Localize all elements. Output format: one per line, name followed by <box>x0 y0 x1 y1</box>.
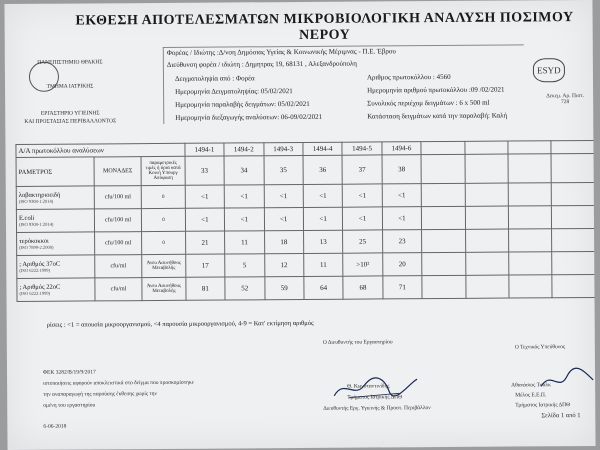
param-name: τερόκοκκοι (ISO 7899-2:2000) <box>17 232 95 256</box>
header-protocol-date: Ημερομηνία αριθμού πρωτοκόλλου :09 /02/2021 <box>367 85 505 95</box>
footer-date: 6-06-2018 <box>43 423 67 430</box>
cell-value: 68 <box>343 276 383 299</box>
director-label: Ο Διευθυντής του Εργαστηρίου <box>322 339 393 346</box>
org-lab: ΕΡΓΑΣΤΗΡΙΟ ΥΓΙΕΙΝΗΣ <box>40 110 100 117</box>
header-condition: Κατάσταση δειγμάτων κατά την παραλαβή: Καλή <box>367 111 508 121</box>
cell-value: <1 <box>185 208 225 231</box>
cell-value: 59 <box>264 276 304 299</box>
unit: cfu/100 ml <box>94 209 142 232</box>
param-name: E.coli (ISO 9308-1:2014) <box>16 209 94 233</box>
unit-header: ΜΟΝΑΔΕΣ <box>94 157 142 186</box>
fek-reference: ΦΕΚ 3282/Β/19/9/2017 <box>43 369 96 376</box>
header-receipt-date: Ημερομηνία παραλαβής δειγμάτων: 05/02/2021 <box>175 99 310 109</box>
unit: cfu/ml <box>95 278 143 301</box>
footer-note-1: ιστοποιήσεις αφορούν αποκλειστικά στο δείγμα που προσκομίστηκε <box>43 379 195 387</box>
cell-value: 81 <box>186 277 226 300</box>
header-foreas: Φορέας / Ιδιώτης :Δ/νση Δημόσιας Υγείας & Κοινωνικής Μέριμνας - Π.Ε. Έβρου <box>166 47 396 57</box>
cell-value: >10² <box>343 253 383 276</box>
cell-value: 21 <box>185 231 225 254</box>
cell-value: 23 <box>382 230 422 253</box>
header-address: Διεύθυνση φορέα / ιδιώτη : Δημητρας 19, 68131 , Αλεξανδρούπολη <box>166 59 357 69</box>
accreditation-code: Δεκεμ. Αρ. Πιστ. 728 <box>546 93 585 106</box>
cell-value: <1 <box>343 184 383 207</box>
org-university: ΠΑΝΕΠΙΣΤΗΜΙΟ ΘΡΑΚΗΣ <box>37 59 103 66</box>
sample-header: 1494-5 <box>342 142 381 155</box>
sample-header: 1494-4 <box>303 142 342 155</box>
sample-header: 1494-1 <box>185 143 224 156</box>
tech-title-2: Τμήματος Ιατρικής ΔΠΘ <box>515 402 571 409</box>
limit: Άνευ Ασυνήθους Μεταβολής <box>142 254 186 277</box>
header-protocol: Αριθμος πρωτοκόλλου : 4560 <box>366 72 451 82</box>
cell-value: 12 <box>264 253 304 276</box>
limit: 0 <box>142 208 186 231</box>
cell-value: <1 <box>224 185 264 208</box>
sample-header: 1494-2 <box>224 143 263 156</box>
param-name: ; Αριθμός 22oC (ISO 6222:1999) <box>17 278 95 302</box>
header-sampling-date: Ημερομηνία Δειγματοληψίας: 05/02/2021 <box>175 87 293 96</box>
cell-value: 38 <box>382 155 422 184</box>
legend-text: ρίσεις : <1 = απουσία μικροοργανισμού, <4 παρουσία μικροοργανισμού, 4-9 = Κατ' εκτίμηση αριθμός <box>46 319 314 329</box>
signatory-title-2: Διευθυντής Εργ. Υγιεινής & Προστ. Περιβάλλον <box>323 405 431 412</box>
sample-header: 1494-3 <box>263 142 302 155</box>
tech-signature-icon <box>537 366 596 394</box>
footer-note-3: ομένη του εργαστηρίου <box>43 402 96 409</box>
sample-header: 1494-6 <box>382 142 421 155</box>
param-name: λοβακτηριοειδή (ISO 9308-1:2014) <box>16 186 94 210</box>
tech-title-1: Μέλος Ε.Ε.Π. <box>515 392 547 399</box>
limit: 0 <box>142 231 186 254</box>
cell-value: 35 <box>264 155 304 184</box>
header-sampling: Δειγματοληψία από : Φορέα <box>174 74 255 83</box>
cell-value: <1 <box>382 207 422 230</box>
cell-value: <1 <box>303 207 343 230</box>
cell-value: 5 <box>225 254 265 277</box>
org-department: ΤΜΗΜΑ ΙΑΤΡΙΚΗΣ <box>46 83 94 90</box>
header-analysis-date: Ημερομηνία διεξαγωγής αναλύσεων: 06-09/02/2021 <box>175 112 323 122</box>
signatory-title-1: Τμήματος Ιατρικής ΔΠΘ <box>347 394 403 401</box>
cell-value: <1 <box>225 208 265 231</box>
cell-value: 20 <box>382 253 422 276</box>
limit: 0 <box>142 185 186 208</box>
cell-value: 71 <box>383 276 423 299</box>
cell-value: <1 <box>343 207 383 230</box>
report-title: ΕΚΘΕΣΗ ΑΠΟΤΕΛΕΣΜΑΤΩΝ ΜΙΚΡΟΒΙΟΛΟΓΙΚΗ ΑΝΑΛΥΣΗ ΠΟΣΙΜΟΥ ΝΕΡΟΥ <box>75 10 574 44</box>
table-row <box>17 274 596 301</box>
cell-value: <1 <box>382 184 422 207</box>
report-sheet <box>4 0 595 450</box>
cell-value: 52 <box>225 277 265 300</box>
cell-value: 25 <box>343 230 383 253</box>
cell-value: 64 <box>304 276 344 299</box>
cell-value: <1 <box>264 207 304 230</box>
cell-value: 18 <box>264 230 304 253</box>
cell-value: <1 <box>303 184 343 207</box>
cell-value: <1 <box>264 184 304 207</box>
param-name: ; Αριθμός 37oC (ISO 6222:1999) <box>17 255 95 279</box>
param-header: ΡΑΜΕΤΡΟΣ <box>16 157 94 187</box>
cell-value: <1 <box>185 185 225 208</box>
limit: Άνευ Ασυνήθους Μεταβολής <box>142 277 186 300</box>
protocol-col-label: Α/Α πρωτοκόλλου αναλύσεων <box>16 143 185 157</box>
tech-responsible-label: Ο Τεχνικός Υπεύθυνος <box>514 344 566 351</box>
cell-value: 37 <box>342 155 382 184</box>
unit: cfu/100 ml <box>94 232 142 255</box>
unit: cfu/100 ml <box>94 186 142 209</box>
limit-header: παραμετρικές τιμές ή όρια κατά Κοινή Υπουργ Απόφαση <box>141 156 185 185</box>
cell-value: 13 <box>303 230 343 253</box>
cell-value: 11 <box>225 231 265 254</box>
cell-value: 34 <box>224 156 264 185</box>
cell-value: 36 <box>303 155 343 184</box>
signatory-name: Θ. Κωνσταντινίδης <box>347 383 390 390</box>
page-number: Σελίδα 1 από 1 <box>541 412 581 420</box>
tech-name: Αθανάσιος Τσαλκ <box>511 382 551 389</box>
cell-value: 11 <box>304 253 344 276</box>
accreditation-logo-icon: ESYD <box>533 58 565 82</box>
cell-value: 17 <box>185 254 225 277</box>
results-table <box>15 140 595 302</box>
header-total-samples: Συνολικός περιέχομ δειγμάτων : 6 x 500 ml <box>367 98 490 108</box>
cell-value: 33 <box>185 156 225 185</box>
org-lab-sub: ΚΑΙ ΠΡΟΣΤΑΣΙΑΣ ΠΕΡΙΒΑΛΛΟΝΤΟΣ <box>24 118 117 125</box>
table-row <box>16 153 595 186</box>
footer-note-2: την αναπαραγωγή της παρούσης έκθεσης χωρίς την <box>43 391 158 398</box>
unit: cfu/ml <box>95 255 143 278</box>
